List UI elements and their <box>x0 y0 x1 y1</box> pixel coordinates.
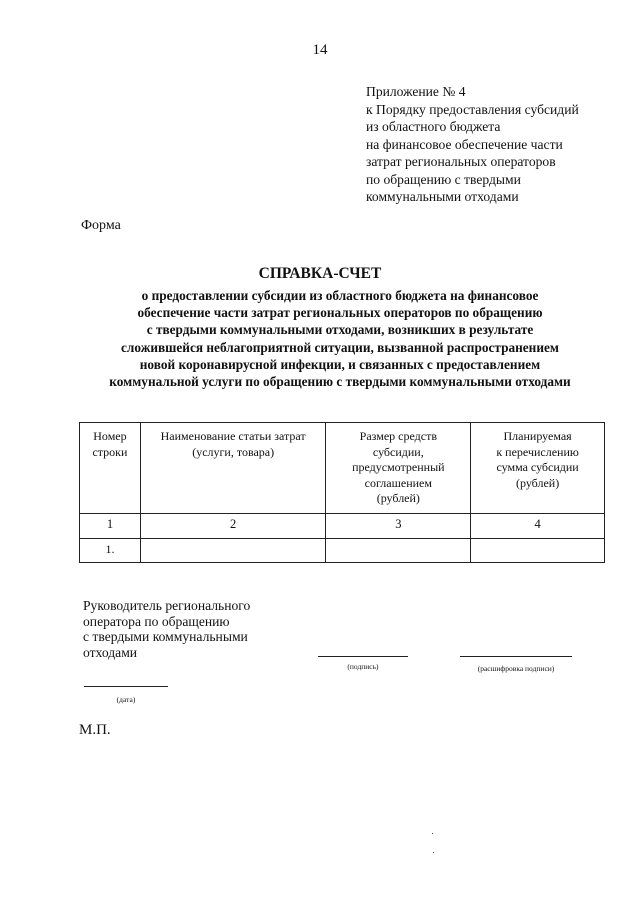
scan-speck <box>432 833 433 834</box>
header-cell-agreed-amount: Размер средств субсидии, предусмотренный соглашением (рублей) <box>326 423 471 514</box>
table-header-row <box>80 423 605 514</box>
subtitle-line: обеспечение части затрат региональных операторов по обращению <box>137 305 543 321</box>
signer-title <box>83 598 313 660</box>
column-number: 4 <box>471 513 605 538</box>
document-subtitle <box>60 287 620 390</box>
appendix-line: затрат региональных операторов <box>366 154 556 169</box>
scan-speck <box>433 852 434 853</box>
signature-decoding-caption: (расшифровка подписи) <box>477 664 555 673</box>
signer-line: отходами <box>83 644 138 660</box>
appendix-line: коммунальными отходами <box>366 189 519 204</box>
form-label: Форма <box>81 218 121 233</box>
table-cell <box>140 538 326 562</box>
signature-decoding-line <box>460 656 572 657</box>
signature-line <box>318 656 408 657</box>
date-line <box>84 686 168 687</box>
column-number: 1 <box>80 513 141 538</box>
header-cell-planned-amount: Планируемая к перечислению сумма субсидии (рублей) <box>471 423 605 514</box>
appendix-block <box>366 83 636 206</box>
table-cell <box>326 538 471 562</box>
appendix-line: по обращению с твердыми <box>366 171 521 187</box>
stamp-label: М.П. <box>79 722 111 738</box>
table-cell <box>471 538 605 562</box>
document-title: СПРАВКА-СЧЕТ <box>258 265 382 282</box>
subtitle-line: коммунальной услуги по обращению с твердыми коммунальными отходами <box>109 374 571 390</box>
header-cell-cost-item: Наименование статьи затрат (услуги, товара) <box>140 423 326 514</box>
appendix-line: к Порядку предоставления субсидий <box>366 101 579 117</box>
table-column-numbers-row <box>80 513 605 538</box>
table-cell: 1. <box>80 538 141 562</box>
date-caption: (дата) <box>116 695 136 704</box>
subtitle-line: новой коронавирусной инфекции, и связанных с предоставлением <box>139 356 541 372</box>
signature-caption: (подпись) <box>347 662 379 671</box>
subtitle-line: с твердыми коммунальными отходами, возникших в результате <box>146 322 534 338</box>
column-number: 3 <box>326 513 471 538</box>
column-number: 2 <box>140 513 326 538</box>
subsidy-table <box>79 422 605 563</box>
subtitle-line: сложившейся неблагоприятной ситуации, вызванной распространением <box>121 339 559 355</box>
signer-line: оператора по обращению <box>83 613 230 629</box>
appendix-line: из областного бюджета <box>366 119 501 134</box>
appendix-line: Приложение № 4 <box>366 84 466 99</box>
signer-line: Руководитель регионального <box>83 598 251 613</box>
table-row <box>80 538 605 562</box>
page-number: 14 <box>312 42 328 58</box>
subtitle-line: о предоставлении субсидии из областного бюджета на финансовое <box>141 288 539 303</box>
header-cell-row-number: Номер строки <box>80 423 141 514</box>
signer-line: с твердыми коммунальными <box>83 629 248 644</box>
appendix-line: на финансовое обеспечение части <box>366 136 563 152</box>
